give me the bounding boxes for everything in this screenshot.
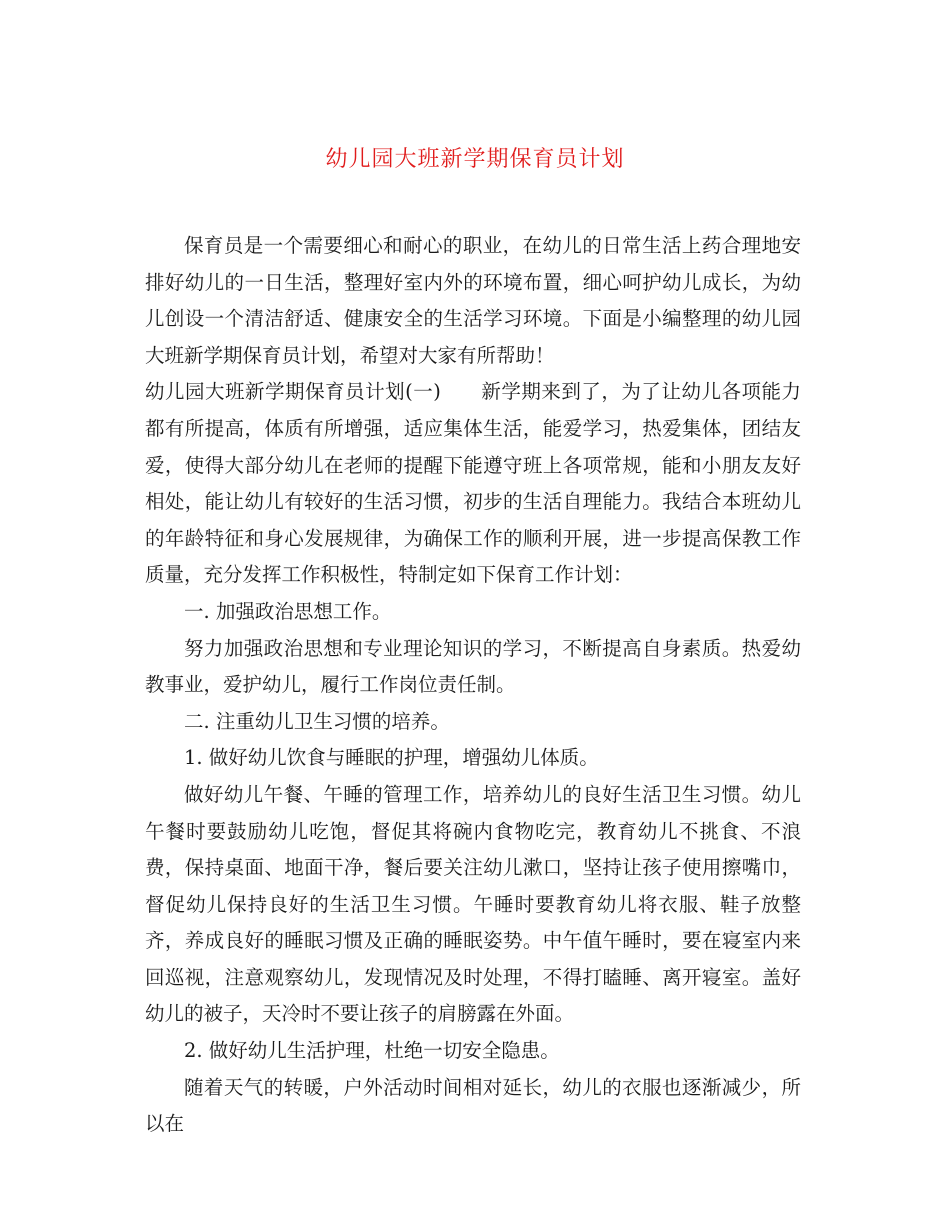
section-heading-1: 一. 加强政治思想工作。 <box>184 599 392 623</box>
subsection-2-1-paragraph: 做好幼儿午餐、午睡的管理工作，培养幼儿的良好生活卫生习惯。幼儿午餐时要鼓励幼儿吃饱，督促其将碗内食物吃完，教育幼儿不挑食、不浪费，保持桌面、地面干净，餐后要关注幼儿漱口，坚持让孩子使用擦嘴巾，督促幼儿保持良好的生活卫生习惯。午睡时要教育幼儿将衣服、鞋子放整齐，养成良好的睡眠习惯及正确的睡眠姿势。中午值午睡时，要在寝室内来回巡视，注意观察幼儿，发现情况及时处理，不得打瞌睡、离开寝室。盖好幼儿的被子，天冷时不要让孩子的肩膀露在外面。 <box>145 782 801 1026</box>
plan-one-paragraph: 幼儿园大班新学期保育员计划(一) 新学期来到了，为了让幼儿各项能力都有所提高，体质有所增强，适应集体生活，能爱学习，热爱集体，团结友爱，使得大部分幼儿在老师的提醒下能遵守班上各项常规，能和小朋友友好相处，能让幼儿有较好的生活习惯，初步的生活自理能力。我结合本班幼儿的年龄特征和身心发展规律，为确保工作的顺利开展，进一步提高保教工作质量，充分发挥工作积极性，特制定如下保育工作计划： <box>145 380 801 587</box>
intro-paragraph: 保育员是一个需要细心和耐心的职业，在幼儿的日常生活上药合理地安排好幼儿的一日生活，整理好室内外的环境布置，细心呵护幼儿成长，为幼儿创设一个清洁舒适、健康安全的生活学习环境。下面是小编整理的幼儿园大班新学期保育员计划，希望对大家有所帮助！ <box>145 234 801 367</box>
document-body <box>145 228 801 1143</box>
section-1-paragraph: 努力加强政治思想和专业理论知识的学习，不断提高自身素质。热爱幼教事业，爱护幼儿，履行工作岗位责任制。 <box>145 636 801 697</box>
subsection-2-2-paragraph: 随着天气的转暖，户外活动时间相对延长，幼儿的衣服也逐渐减少，所以在 <box>145 1075 801 1136</box>
section-heading-2: 二. 注重幼儿卫生习惯的培养。 <box>184 709 450 733</box>
subsection-heading-2-1: 1. 做好幼儿饮食与睡眠的护理，增强幼儿体质。 <box>184 746 599 770</box>
document-title: 幼儿园大班新学期保育员计划 <box>325 147 625 172</box>
subsection-heading-2-2: 2. 做好幼儿生活护理，杜绝一切安全隐患。 <box>184 1039 560 1063</box>
